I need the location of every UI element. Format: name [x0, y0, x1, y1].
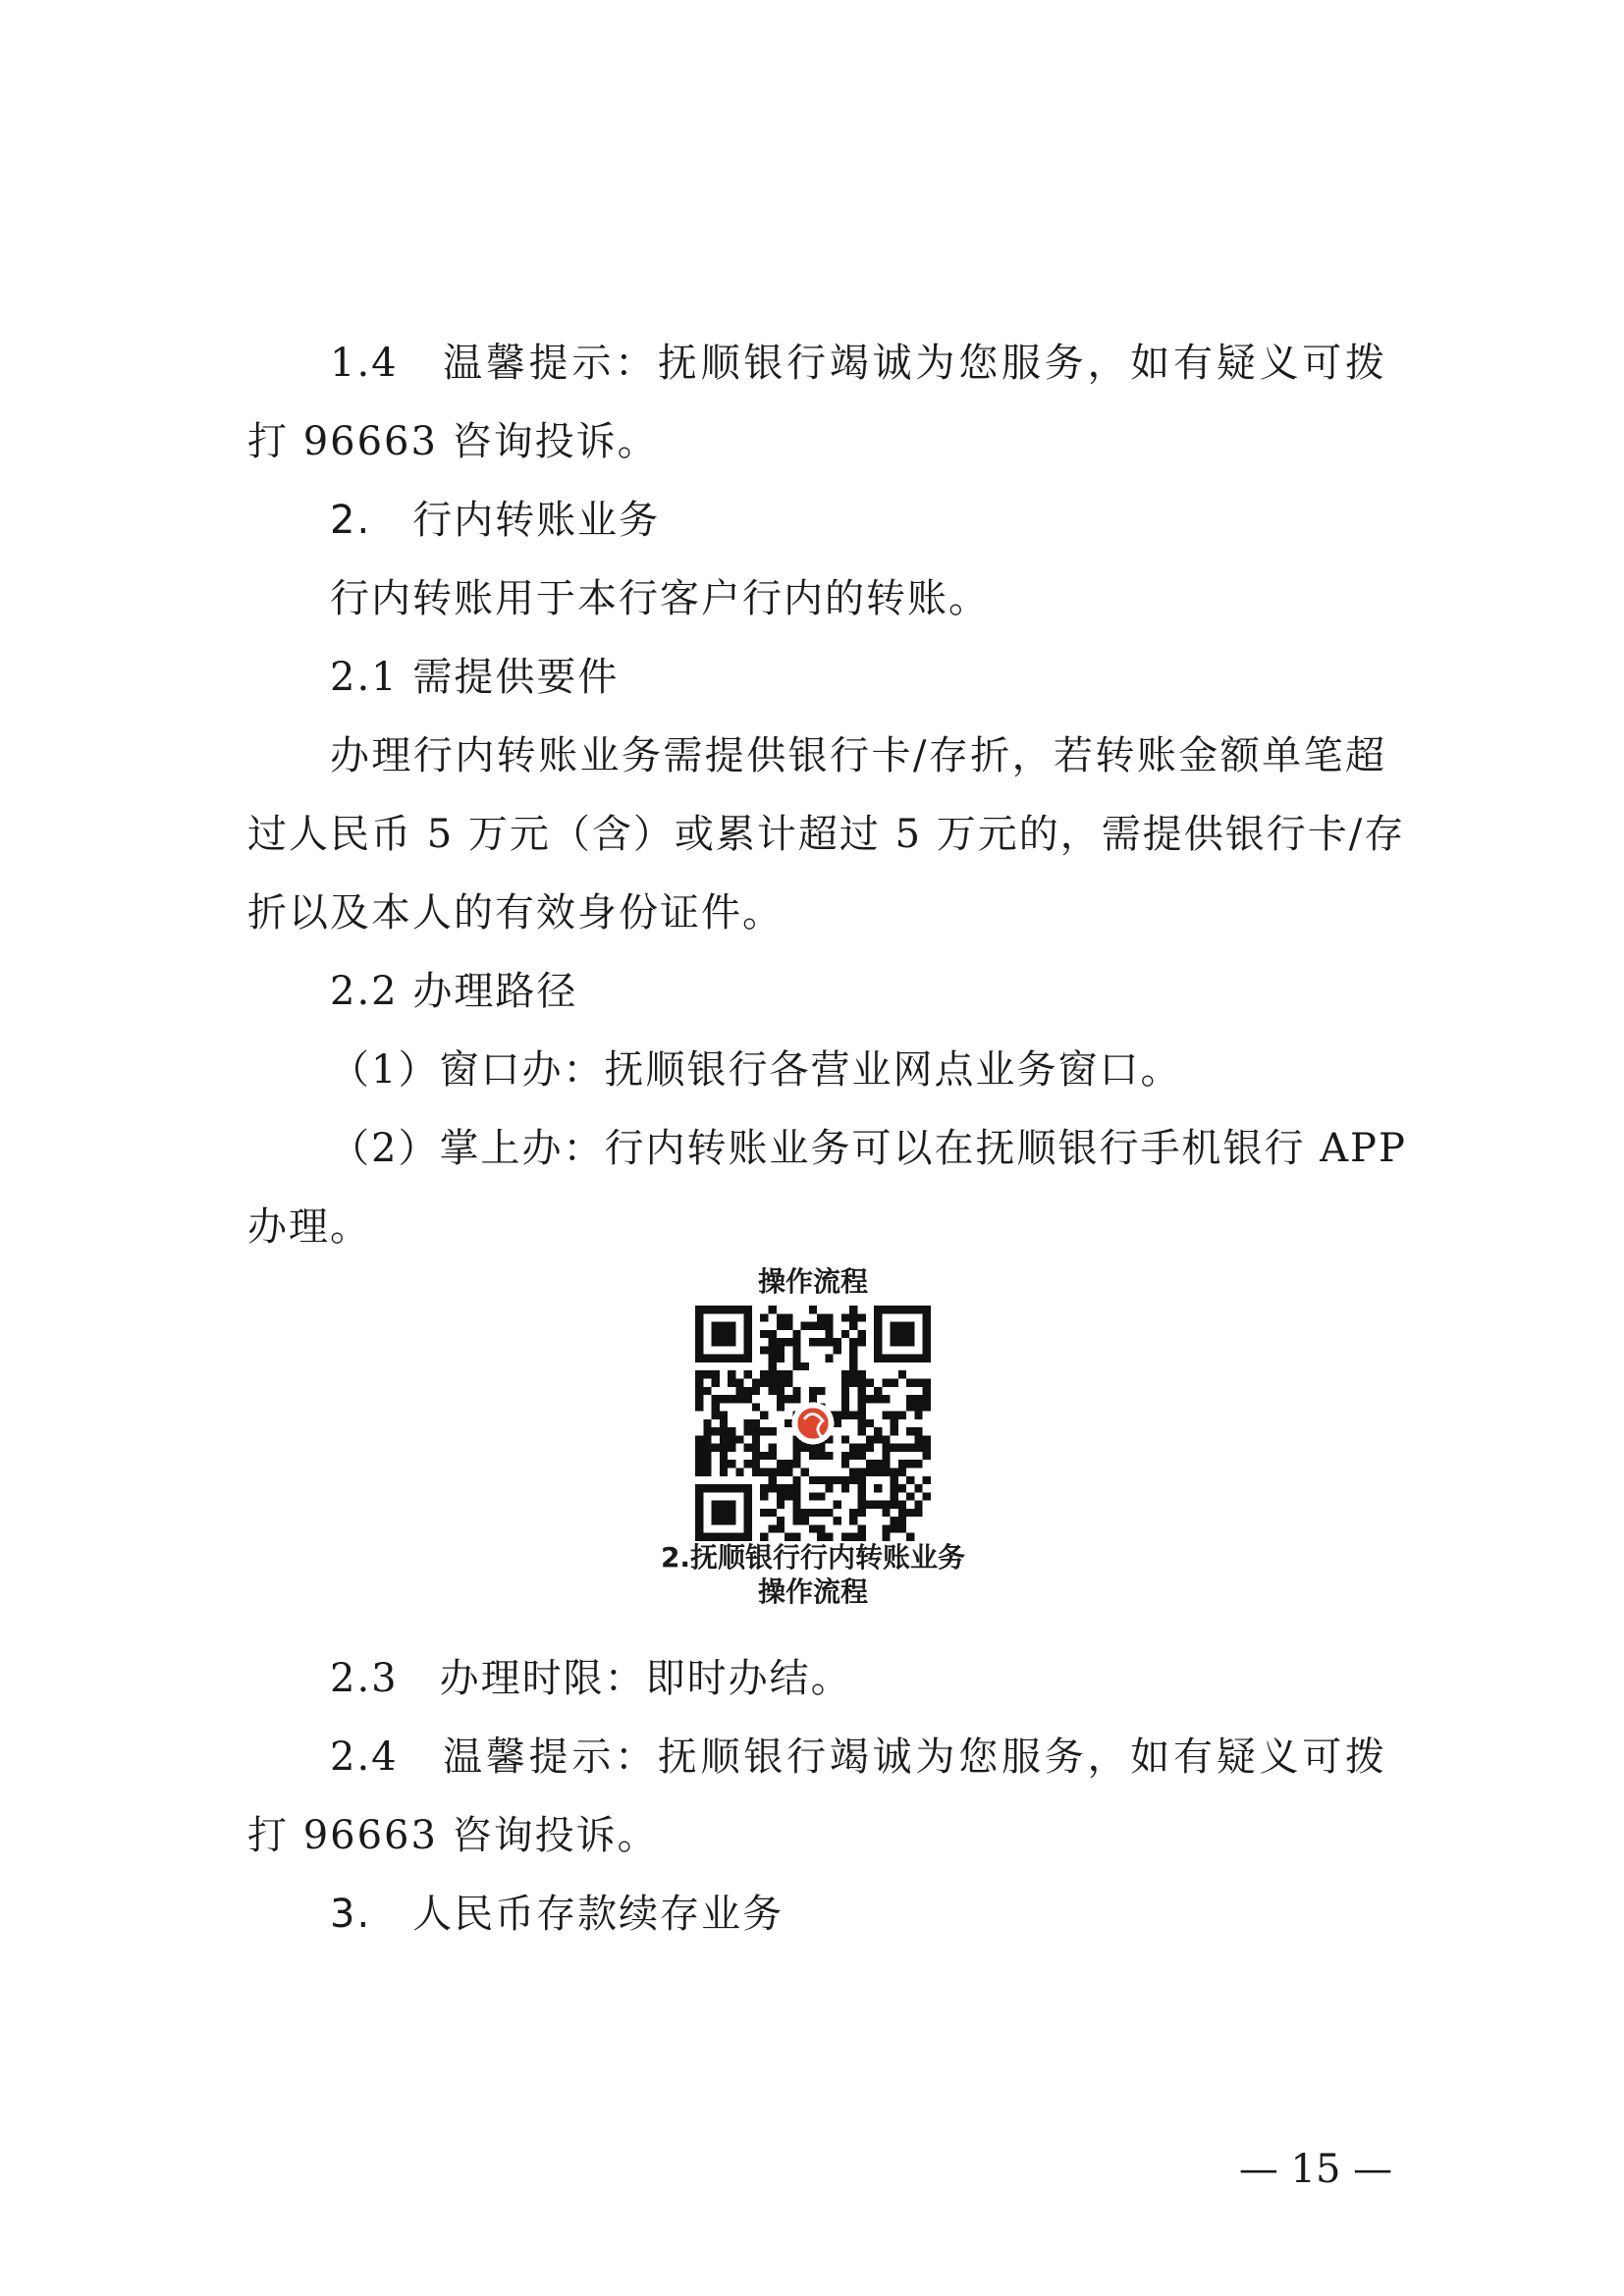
heading-3: 3. 人民币存款续存业务	[330, 1892, 785, 1937]
tip-1-4-line1: 1.4 温馨提示：抚顺银行竭诚为您服务，如有疑义可拨	[330, 341, 1386, 386]
heading-2-1: 2.1 需提供要件	[330, 655, 620, 700]
intro-paragraph: 行内转账用于本行客户行内的转账。	[330, 576, 990, 621]
requirements-line2: 过人民币 5 万元（含）或累计超过 5 万元的，需提供银行卡/存	[247, 812, 1406, 857]
requirements-line3: 折以及本人的有效身份证件。	[247, 890, 784, 935]
heading-2: 2. 行内转账业务	[330, 498, 661, 543]
tip-2-4-line2: 打 96663 咨询投诉。	[247, 1813, 659, 1858]
requirements-line1: 办理行内转账业务需提供银行卡/存折，若转账金额单笔超	[330, 733, 1386, 778]
path-window: （1）窗口办：抚顺银行各营业网点业务窗口。	[330, 1047, 1182, 1093]
path-mobile-line2: 办理。	[247, 1204, 371, 1250]
processing-time: 2.3 办理时限：即时办结。	[330, 1656, 852, 1701]
qr-title: 操作流程	[757, 1265, 868, 1298]
tip-1-4-line2: 打 96663 咨询投诉。	[247, 419, 659, 464]
qr-caption-line2: 操作流程	[757, 1575, 868, 1608]
qr-caption-line1: 2.抚顺银行行内转账业务	[660, 1541, 966, 1574]
path-mobile-line1: （2）掌上办：行内转账业务可以在抚顺银行手机银行 APP	[330, 1126, 1407, 1171]
page-number: — 15 —	[1238, 2147, 1393, 2192]
heading-2-2: 2.2 办理路径	[330, 969, 578, 1014]
qr-code-icon[interactable]	[695, 1306, 931, 1541]
tip-2-4-line1: 2.4 温馨提示：抚顺银行竭诚为您服务，如有疑义可拨	[330, 1735, 1386, 1780]
